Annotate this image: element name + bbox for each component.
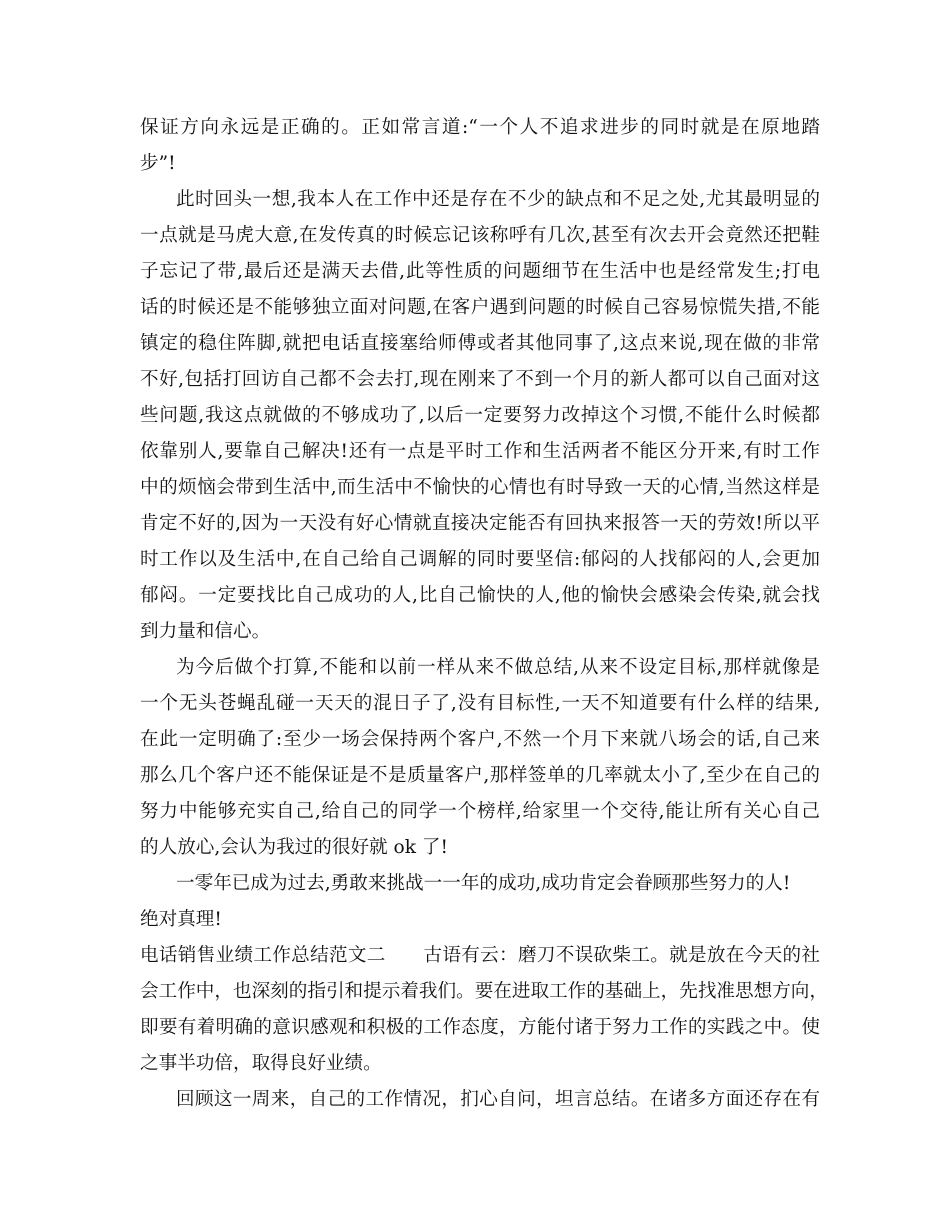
text-line: 努力中能够充实自己,给自己的同学一个榜样,给家里一个交待,能让所有关心自己 [140,801,820,822]
text-line: 一个无头苍蝇乱碰一天天的混日子了,没有目标性,一天不知道要有什么样的结果, [140,693,820,714]
paragraph-first-line: 回顾这一周来，自己的工作情况，扪心自问，坦言总结。在诸多方面还存在有 [176,1089,820,1110]
text-line: 肯定不好的,因为一天没有好心情就直接决定能否有回执来报答一天的劳效!所以平 [140,513,820,534]
text-line: 即要有着明确的意识感观和积极的工作态度，方能付诸于努力工作的实践之中。使 [140,1017,820,1038]
text-line: 话的时候还是不能够独立面对问题,在客户遇到问题的时候自己容易惊慌失措,不能 [140,297,820,318]
text-line: 子忘记了带,最后还是满天去借,此等性质的问题细节在生活中也是经常发生;打电 [140,261,820,282]
text-line: 之事半功倍，取得良好业绩。 [140,1053,382,1074]
section-heading-line: 电话销售业绩工作总结范文二 古语有云：磨刀不误砍柴工。就是放在今天的社 [140,945,820,966]
text-line: 不好,包括打回访自己都不会去打,现在刚来了不到一个月的新人都可以自己面对这 [140,369,820,390]
text-line: 些问题,我这点就做的不够成功了,以后一定要努力改掉这个习惯,不能什么时候都 [140,405,820,426]
text-line: 依靠别人,要靠自己解决!还有一点是平时工作和生活两者不能区分开来,有时工作 [140,441,820,462]
text-line: 郁闷。一定要找比自己成功的人,比自己愉快的人,他的愉快会感染会传染,就会找 [140,585,820,606]
text-line: 保证方向永远是正确的。正如常言道:“一个人不追求进步的同时就是在原地踏 [140,117,820,138]
paragraph-first-line: 为今后做个打算,不能和以前一样从来不做总结,从来不设定目标,那样就像是 [176,657,820,678]
text-line: 到力量和信心。 [140,621,271,642]
text-line: 中的烦恼会带到生活中,而生活中不愉快的心情也有时导致一天的心情,当然这样是 [140,477,820,498]
text-line: 时工作以及生活中,在自己给自己调解的同时要坚信:郁闷的人找郁闷的人,会更加 [140,549,820,570]
paragraph-first-line: 此时回头一想,我本人在工作中还是存在不少的缺点和不足之处,尤其最明显的 [176,189,820,210]
text-line: 绝对真理! [140,909,222,930]
paragraph-first-line: 一零年已成为过去,勇敢来挑战一一年的成功,成功肯定会眷顾那些努力的人! [176,873,791,894]
text-line: 的人放心,会认为我过的很好就 ok 了! [140,837,448,858]
text-line: 一点就是马虎大意,在发传真的时候忘记该称呼有几次,甚至有次去开会竟然还把鞋 [140,225,820,246]
text-line: 步”! [140,153,176,174]
text-line: 镇定的稳住阵脚,就把电话直接塞给师傅或者其他同事了,这点来说,现在做的非常 [140,333,820,354]
text-line: 在此一定明确了:至少一场会保持两个客户,不然一个月下来就八场会的话,自己来 [140,729,820,750]
text-line: 那么几个客户还不能保证是不是质量客户,那样签单的几率就太小了,至少在自己的 [140,765,820,786]
text-line: 会工作中，也深刻的指引和提示着我们。要在进取工作的基础上，先找准思想方向， [140,981,828,1002]
